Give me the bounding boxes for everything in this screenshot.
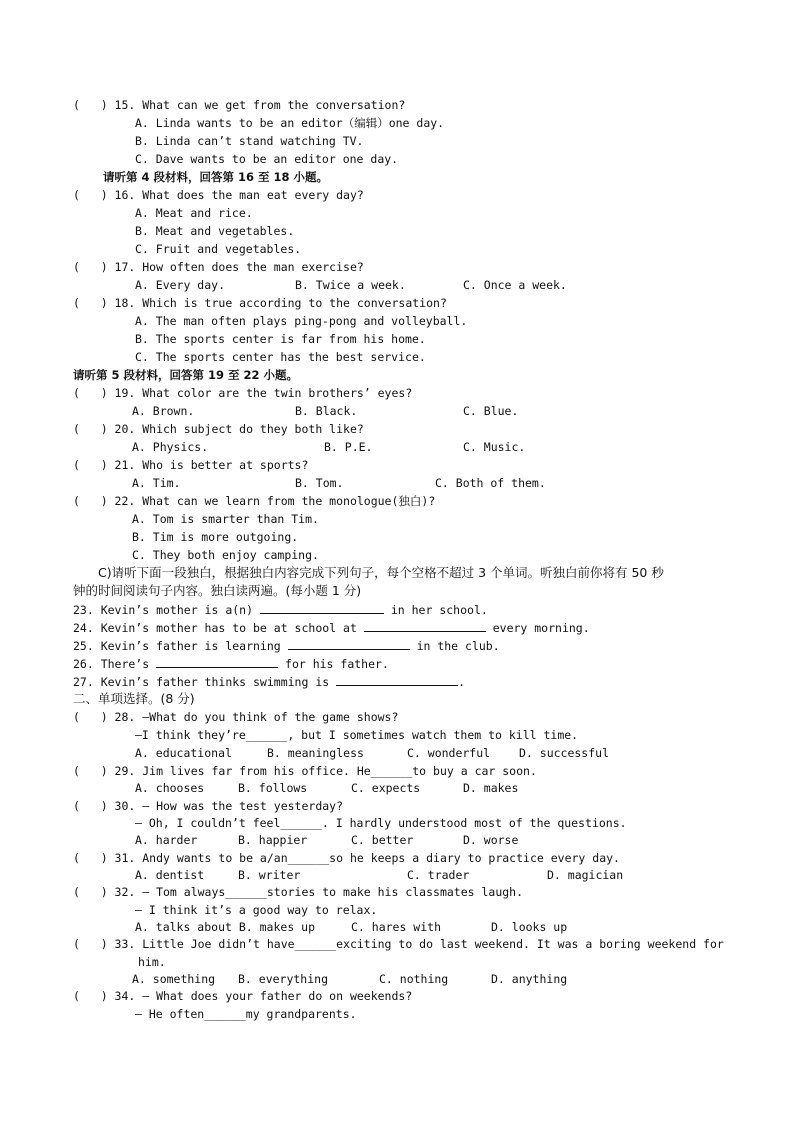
q33-option-c: C. nothing <box>379 972 449 986</box>
q19-option-c: C. Blue. <box>463 404 519 418</box>
q32-option-c: C. hares with <box>351 920 442 934</box>
q21-option-c: C. Both of them. <box>435 476 546 490</box>
q32-dialog-line2: — I think it’s a good way to relax. <box>135 903 378 917</box>
q27-text-before: 27. Kevin’s father thinks swimming is <box>73 675 337 689</box>
q21-option-a: A. Tim. <box>132 476 181 490</box>
question-18-stem: ( ) 18. Which is true according to the conversation? <box>73 296 447 310</box>
q26-text-after: for his father. <box>278 657 389 671</box>
question-17-stem: ( ) 17. How often does the man exercise? <box>73 260 364 274</box>
question-22-stem: ( ) 22. What can we learn from the monologue(独白)? <box>73 494 436 508</box>
q30-option-c: C. better <box>351 833 414 847</box>
question-34-stem: ( ) 34. — What does your father do on weekends? <box>73 989 413 1003</box>
q27-answer-blank[interactable] <box>336 674 458 686</box>
q22-option-a: A. Tom is smarter than Tim. <box>132 512 319 526</box>
q29-option-b: B. follows <box>238 781 308 795</box>
q28-option-a: A. educational <box>135 746 232 760</box>
q24-text-before: 24. Kevin’s mother has to be at school at <box>73 621 364 635</box>
question-30-stem: ( ) 30. — How was the test yesterday? <box>73 799 344 813</box>
q28-option-b: B. meaningless <box>267 746 364 760</box>
q23-text-before: 23. Kevin’s mother is a(n) <box>73 603 260 617</box>
q31-option-d: D. magician <box>547 868 624 882</box>
q25-text-after: in the club. <box>409 639 500 653</box>
q23-text-after: in her school. <box>383 603 488 617</box>
q31-option-a: A. dentist <box>135 868 205 882</box>
q29-option-a: A. chooses <box>135 781 205 795</box>
q22-option-b: B. Tim is more outgoing. <box>132 530 299 544</box>
question-28-stem: ( ) 28. —What do you think of the game shows? <box>73 710 399 724</box>
q28-dialog-line2: —I think they’re______, but I sometimes watch them to kill time. <box>135 728 579 742</box>
q21-option-b: B. Tom. <box>295 476 344 490</box>
question-23 <box>73 602 488 617</box>
question-16-stem: ( ) 16. What does the man eat every day? <box>73 188 364 202</box>
question-24 <box>73 620 590 635</box>
section-5-heading: 请听第 5 段材料，回答第 19 至 22 小题。 <box>73 368 299 382</box>
q17-option-c: C. Once a week. <box>463 278 567 292</box>
question-31-stem: ( ) 31. Andy wants to be a/an______so he keeps a diary to practice every day. <box>73 851 620 865</box>
question-20-stem: ( ) 20. Which subject do they both like? <box>73 422 364 436</box>
q33-option-d-text: anything <box>511 972 568 986</box>
q30-option-b: B. happier <box>238 833 308 847</box>
q24-answer-blank[interactable] <box>364 620 486 632</box>
q24-text-after: every morning. <box>485 621 590 635</box>
q31-option-c: C. trader <box>407 868 470 882</box>
question-27 <box>73 674 465 689</box>
question-26 <box>73 656 389 671</box>
question-25 <box>73 638 500 653</box>
q17-option-a: A. Every day. <box>135 278 226 292</box>
q34-dialog-line2: — He often______my grandparents. <box>135 1007 357 1021</box>
q18-option-a: A. The man often plays ping-pong and volleyball. <box>135 314 468 328</box>
section-c-instruction-line1: C)请听下面一段独白，根据独白内容完成下列句子，每个空格不超过 3 个单词。听独白前你将有 50 秒 <box>98 565 664 580</box>
q30-option-a: A. harder <box>135 833 198 847</box>
q20-option-b: B. P.E. <box>324 440 373 454</box>
question-33-stem: ( ) 33. Little Joe didn’t have______exciting to do last weekend. It was a boring weekend for <box>73 937 724 951</box>
q29-option-d: D. makes <box>463 781 519 795</box>
q19-option-b: B. Black. <box>295 404 358 418</box>
q32-option-d: D. looks up <box>491 920 568 934</box>
question-21-stem: ( ) 21. Who is better at sports? <box>73 458 309 472</box>
q26-answer-blank[interactable] <box>156 656 278 668</box>
q33-option-b: B. everything <box>238 972 329 986</box>
q18-option-b: B. The sports center is far from his home. <box>135 332 426 346</box>
q28-option-c: C. wonderful <box>407 746 491 760</box>
q23-answer-blank[interactable] <box>260 602 384 614</box>
q18-option-c: C. The sports center has the best service. <box>135 350 426 364</box>
question-32-stem: ( ) 32. — Tom always______stories to make his classmates laugh. <box>73 885 524 899</box>
q29-option-c: C. expects <box>351 781 421 795</box>
q27-text-after: . <box>458 675 466 689</box>
question-19-stem: ( ) 19. What color are the twin brothers’ eyes? <box>73 386 413 400</box>
q15-option-a: A. Linda wants to be an editor（编辑）one day. <box>135 116 445 130</box>
q28-option-d: D. successful <box>519 746 610 760</box>
q15-option-c: C. Dave wants to be an editor one day. <box>135 152 399 166</box>
section-c-instruction-line2: 钟的时间阅读句子内容。独白读两遍。(每小题 1 分) <box>73 583 362 598</box>
q20-option-c: C. Music. <box>463 440 526 454</box>
q26-text-before: 26. There’s <box>73 657 157 671</box>
question-29-stem: ( ) 29. Jim lives far from his office. He______to buy a car soon. <box>73 764 537 778</box>
q33-option-d: D. anything <box>491 972 568 986</box>
q25-text-before: 25. Kevin’s father is learning <box>73 639 288 653</box>
q31-option-b: B. writer <box>238 868 301 882</box>
q19-option-a: A. Brown. <box>132 404 195 418</box>
q33-option-a: A. something <box>132 972 216 986</box>
q16-option-b: B. Meat and vegetables. <box>135 224 295 238</box>
q30-option-d: D. worse <box>463 833 519 847</box>
q33-stem-continued: him. <box>138 955 166 969</box>
q16-option-c: C. Fruit and vegetables. <box>135 242 302 256</box>
q25-answer-blank[interactable] <box>288 638 410 650</box>
q22-option-c: C. They both enjoy camping. <box>132 548 319 562</box>
q30-dialog-line2: — Oh, I couldn’t feel______. I hardly understood most of the questions. <box>135 816 627 830</box>
q20-option-a: A. Physics. <box>132 440 209 454</box>
q32-option-ab: A. talks about B. makes up <box>135 920 316 934</box>
section-2-heading: 二、单项选择。(8 分) <box>73 691 195 706</box>
q17-option-b: B. Twice a week. <box>295 278 406 292</box>
question-15-stem: ( ) 15. What can we get from the conversation? <box>73 98 406 112</box>
section-4-heading: 请听第 4 段材料，回答第 16 至 18 小题。 <box>103 170 329 184</box>
q15-option-b: B. Linda can’t stand watching TV. <box>135 134 364 148</box>
q16-option-a: A. Meat and rice. <box>135 206 253 220</box>
